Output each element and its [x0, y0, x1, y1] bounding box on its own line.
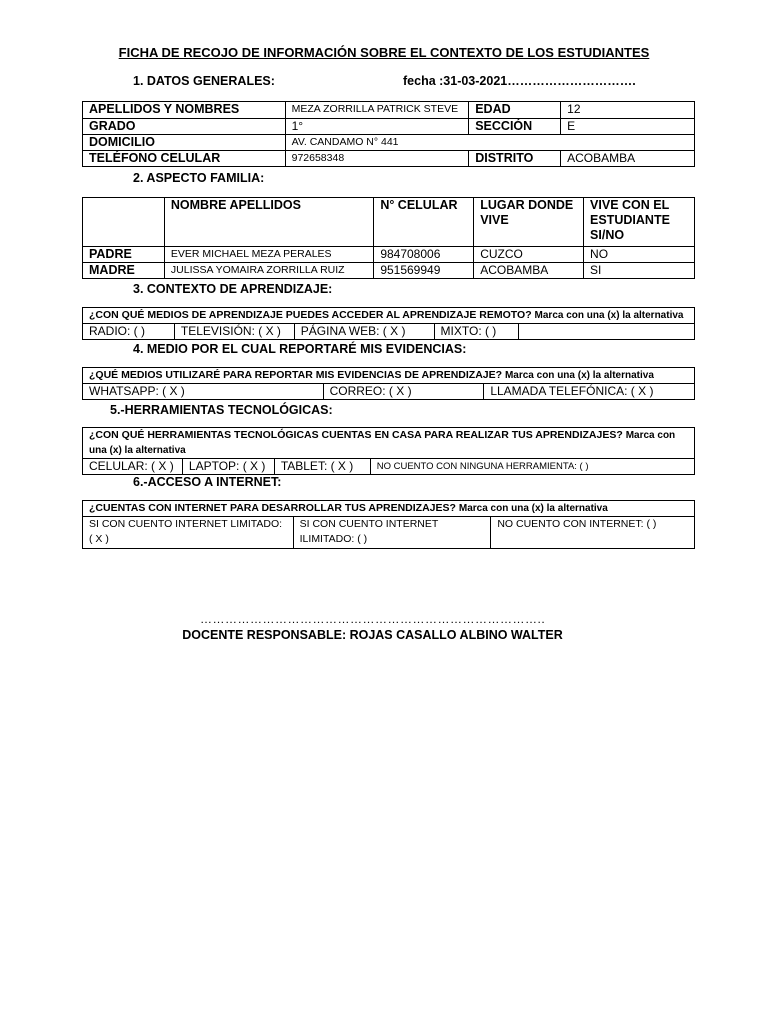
tools-question: ¿CON QUÉ HERRAMIENTAS TECNOLÓGICAS CUENTAS EN CASA PARA REALIZAR TUS APRENDIZAJES? Marca con una (x) la alternativa [83, 428, 695, 459]
option-mixto[interactable]: MIXTO: ( ) [434, 324, 519, 340]
value-grado: 1° [285, 119, 469, 135]
family-header-name: NOMBRE APELLIDOS [164, 198, 373, 247]
family-phone: 984708006 [374, 247, 474, 263]
evidence-question: ¿QUÉ MEDIOS UTILIZARÉ PARA REPORTAR MIS EVIDENCIAS DE APRENDIZAJE? Marca con una (x) la alternativa [83, 368, 695, 384]
value-distrito: ACOBAMBA [561, 151, 695, 167]
label-nombres: APELLIDOS Y NOMBRES [83, 102, 286, 119]
tools-table [82, 427, 695, 475]
signature-label: DOCENTE RESPONSABLE: ROJAS CASALLO ALBINO WALTER [182, 628, 563, 642]
family-header-empty [83, 198, 165, 247]
option-laptop[interactable]: LAPTOP: ( X ) [182, 459, 274, 475]
table-row [83, 263, 695, 279]
general-data-table [82, 101, 695, 167]
value-telefono: 972658348 [285, 151, 469, 167]
label-grado: GRADO [83, 119, 286, 135]
family-lives: NO [584, 247, 695, 263]
family-place: ACOBAMBA [474, 263, 584, 279]
family-role: PADRE [83, 247, 165, 263]
option-llamada[interactable]: LLAMADA TELEFÓNICA: ( X ) [484, 384, 695, 400]
value-seccion: E [561, 119, 695, 135]
value-domicilio: AV. CANDAMO N° 441 [285, 135, 694, 151]
family-header-place: LUGAR DONDE VIVE [474, 198, 584, 247]
value-nombres: MEZA ZORRILLA PATRICK STEVE [285, 102, 469, 119]
option-limitado[interactable]: SI CON CUENTO INTERNET LIMITADO: ( X ) [83, 517, 294, 549]
date-field: fecha :31-03-2021…………………………. [403, 74, 636, 88]
option-whatsapp[interactable]: WHATSAPP: ( X ) [83, 384, 324, 400]
family-phone: 951569949 [374, 263, 474, 279]
option-radio[interactable]: RADIO: ( ) [83, 324, 175, 340]
option-tablet[interactable]: TABLET: ( X ) [274, 459, 370, 475]
option-television[interactable]: TELEVISIÓN: ( X ) [174, 324, 294, 340]
document-title: FICHA DE RECOJO DE INFORMACIÓN SOBRE EL CONTEXTO DE LOS ESTUDIANTES [118, 45, 650, 60]
family-header-phone: N° CELULAR [374, 198, 474, 247]
option-ninguna[interactable]: NO CUENTO CON NINGUNA HERRAMIENTA: ( ) [370, 459, 694, 475]
family-lives: SI [584, 263, 695, 279]
family-place: CUZCO [474, 247, 584, 263]
section-5-heading: 5.-HERRAMIENTAS TECNOLÓGICAS: [110, 403, 333, 417]
learning-question: ¿CON QUÉ MEDIOS DE APRENDIZAJE PUEDES ACCEDER AL APRENDIZAJE REMOTO? Marca con una (x) la alternativa [83, 308, 695, 324]
family-name: JULISSA YOMAIRA ZORRILLA RUIZ [164, 263, 373, 279]
section-6-heading: 6.-ACCESO A INTERNET: [133, 475, 282, 489]
signature-line: ……………………………………………………………………….. [200, 612, 546, 626]
section-2-heading: 2. ASPECTO FAMILIA: [133, 171, 265, 185]
family-name: EVER MICHAEL MEZA PERALES [164, 247, 373, 263]
family-header-lives: VIVE CON EL ESTUDIANTE SI/NO [584, 198, 695, 247]
label-telefono: TELÉFONO CELULAR [83, 151, 286, 167]
learning-context-table [82, 307, 695, 340]
section-4-heading: 4. MEDIO POR EL CUAL REPORTARÉ MIS EVIDENCIAS: [133, 342, 467, 356]
option-ilimitado[interactable]: SI CON CUENTO INTERNET ILIMITADO: ( ) [293, 517, 491, 549]
section-1-heading: 1. DATOS GENERALES: [133, 74, 275, 88]
evidence-table [82, 367, 695, 400]
label-edad: EDAD [469, 102, 561, 119]
option-sin-internet[interactable]: NO CUENTO CON INTERNET: ( ) [491, 517, 695, 549]
label-distrito: DISTRITO [469, 151, 561, 167]
label-seccion: SECCIÓN [469, 119, 561, 135]
internet-question: ¿CUENTAS CON INTERNET PARA DESARROLLAR TUS APRENDIZAJES? Marca con una (x) la alternativa [83, 501, 695, 517]
section-3-heading: 3. CONTEXTO DE APRENDIZAJE: [133, 282, 333, 296]
option-pagina-web[interactable]: PÁGINA WEB: ( X ) [294, 324, 434, 340]
value-edad: 12 [561, 102, 695, 119]
family-role: MADRE [83, 263, 165, 279]
internet-table [82, 500, 695, 549]
option-empty [519, 324, 695, 340]
family-table [82, 197, 695, 279]
table-row [83, 247, 695, 263]
label-domicilio: DOMICILIO [83, 135, 286, 151]
option-celular[interactable]: CELULAR: ( X ) [83, 459, 183, 475]
option-correo[interactable]: CORREO: ( X ) [323, 384, 484, 400]
